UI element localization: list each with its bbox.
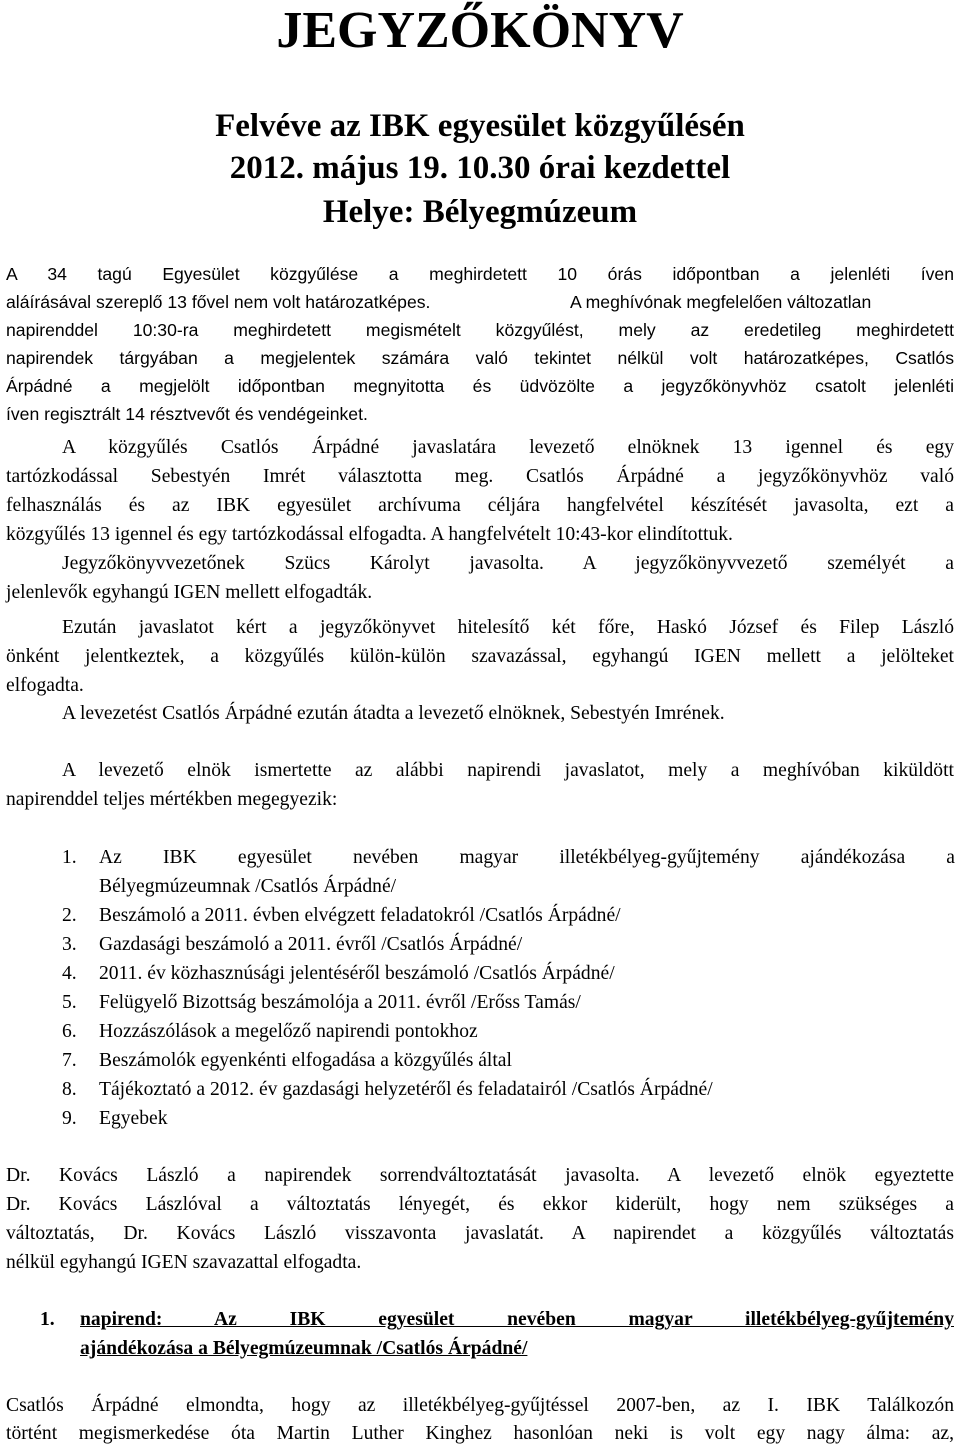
body-line-1: A közgyűlés Csatlós Árpádné javaslatára levezető elnöknek 13 igennel és egy <box>62 437 954 458</box>
intro-line-3: napirenddel 10:30-ra meghirdetett megismételt közgyűlést, mely az eredetileg meghirdetett <box>6 320 954 340</box>
order-line-3: változtatás, Dr. Kovács László visszavonta javaslatát. A napirendet a közgyűlés változtatás <box>6 1223 954 1244</box>
agenda-item-text: Hozzászólások a megelőző napirendi pontokhoz <box>99 1021 478 1042</box>
body-line-4: közgyűlés 13 igennel és egy tartózkodással elfogadta. A hangfelvételt 10:43-kor elindítottuk. <box>6 524 733 545</box>
body-line-6: jelenlevők egyhangú IGEN mellett elfogadták. <box>6 582 373 603</box>
intro-line-5: Árpádné a megjelölt időpontban megnyitotta és üdvözölte a jegyzőkönyvhöz csatolt jelenléti <box>6 376 954 396</box>
order-line-2: Dr. Kovács Lászlóval a változtatás lényegét, és ekkor kiderült, hogy nem szükséges a <box>6 1194 954 1215</box>
intro-line-2a: aláírásával szereplő 13 fővel nem volt határozatképes. <box>6 292 431 312</box>
agenda-item-text-cont: Bélyegmúzeumnak /Csatlós Árpádné/ <box>99 876 397 897</box>
agenda-heading-number: 1. <box>40 1309 55 1330</box>
intro-line-4: napirendek tárgyában a megjelentek számára való tekintet nélkül volt határozatképes, Csatlós <box>6 348 954 368</box>
agenda-item-number: 5. <box>62 992 77 1013</box>
body-line-9: elfogadta. <box>6 675 84 696</box>
body-line-2: tartózkodással Sebestyén Imrét választotta meg. Csatlós Árpádné a jegyzőkönyvhöz való <box>6 466 954 487</box>
order-line-4: nélkül egyhangú IGEN szavazattal elfogadta. <box>6 1252 362 1273</box>
agenda-item-number: 9. <box>62 1108 77 1129</box>
subtitle-line-3: Helye: Bélyegmúzeum <box>322 194 638 230</box>
agenda-heading-line-2: ajándékozása a Bélyegmúzeumnak /Csatlós Árpádné/ <box>80 1338 528 1359</box>
agenda-item-number: 7. <box>62 1050 77 1071</box>
body-line-5: Jegyzőkönyvvezetőnek Szücs Károlyt javasolta. A jegyzőkönyvvezető személyét a <box>62 553 954 574</box>
agenda-item-number: 3. <box>62 934 77 955</box>
intro-line-2b: A meghívónak megfelelően változatlan <box>570 292 872 312</box>
subtitle-line-1: Felvéve az IBK egyesület közgyűlésén <box>215 108 745 144</box>
document-title: JEGYZŐKÖNYV <box>276 2 684 59</box>
body-line-12: napirenddel teljes mértékben megegyezik: <box>6 789 338 810</box>
agenda-item-text: Az IBK egyesület nevében magyar illetékbélyeg-gyűjtemény ajándékozása a <box>99 847 955 868</box>
body-line-8: önként jelentkeztek, a közgyűlés külön-külön szavazással, egyhangú IGEN mellett a jelölteket <box>6 646 954 667</box>
closing-line-1: Csatlós Árpádné elmondta, hogy az illetékbélyeg-gyűjtéssel 2007-ben, az I. IBK Találkozón <box>6 1395 954 1416</box>
agenda-item-text: Felügyelő Bizottság beszámolója a 2011. évről /Erőss Tamás/ <box>99 992 581 1013</box>
agenda-item-number: 1. <box>62 847 77 868</box>
agenda-item-text: Gazdasági beszámoló a 2011. évről /Csatlós Árpádné/ <box>99 934 523 955</box>
agenda-item-text: 2011. év közhasznúsági jelentéséről beszámoló /Csatlós Árpádné/ <box>99 963 615 984</box>
agenda-item-text: Beszámolók egyenkénti elfogadása a közgyűlés által <box>99 1050 512 1071</box>
agenda-item-number: 8. <box>62 1079 77 1100</box>
closing-line-2: történt megismerkedése óta Martin Luther Kinghez hasonlóan neki is volt egy nagy álma: az, <box>6 1423 954 1444</box>
body-line-7: Ezután javaslatot kért a jegyzőkönyvet hitelesítő két főre, Haskó József és Filep László <box>62 617 954 638</box>
agenda-item-text: Beszámoló a 2011. évben elvégzett feladatokról /Csatlós Árpádné/ <box>99 905 621 926</box>
intro-line-1: A 34 tagú Egyesület közgyűlése a meghirdetett 10 órás időpontban a jelenléti íven <box>6 264 954 284</box>
subtitle-line-2: 2012. május 19. 10.30 órai kezdettel <box>229 150 731 186</box>
agenda-item-number: 6. <box>62 1021 77 1042</box>
agenda-item-number: 2. <box>62 905 77 926</box>
agenda-heading-line-1: napirend: Az IBK egyesület nevében magyar illetékbélyeg-gyűjtemény <box>80 1309 954 1330</box>
agenda-item-text: Egyebek <box>99 1108 168 1129</box>
order-line-1: Dr. Kovács László a napirendek sorrendváltoztatását javasolta. A levezető elnök egyeztette <box>6 1165 954 1186</box>
body-line-11: A levezető elnök ismertette az alábbi napirendi javaslatot, mely a meghívóban kiküldött <box>62 760 954 781</box>
intro-line-6: íven regisztrált 14 résztvevőt és vendégeinket. <box>6 404 368 424</box>
body-line-10: A levezetést Csatlós Árpádné ezután átadta a levezető elnöknek, Sebestyén Imrének. <box>62 703 725 724</box>
agenda-item-text: Tájékoztató a 2012. év gazdasági helyzetéről és feladatairól /Csatlós Árpádné/ <box>99 1079 713 1100</box>
agenda-item-number: 4. <box>62 963 77 984</box>
body-line-3: felhasználás és az IBK egyesület archívuma céljára hangfelvétel készítését javasolta, ezt a <box>6 495 954 516</box>
